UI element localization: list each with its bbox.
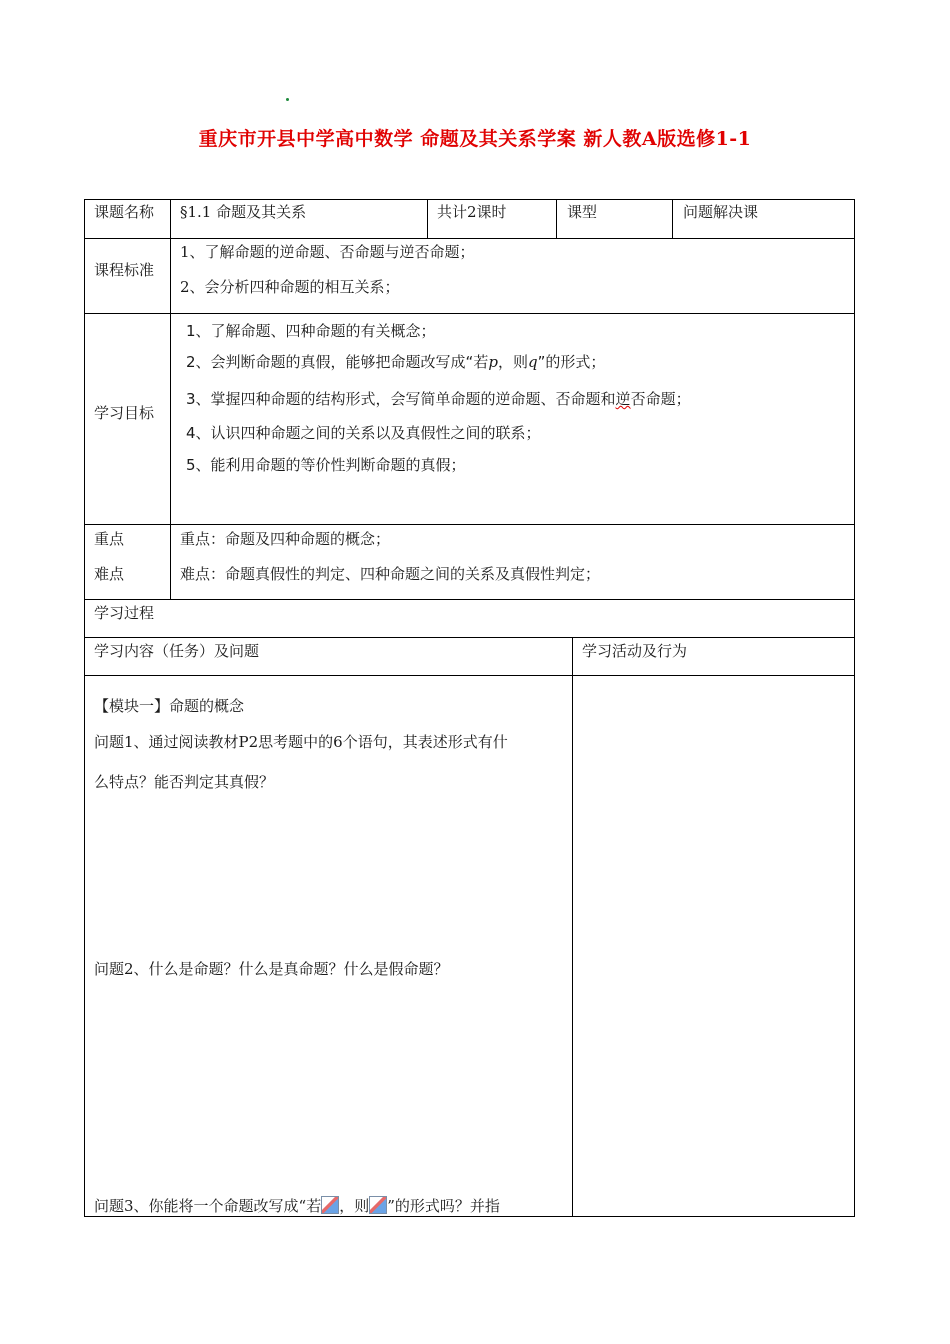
standard-item-2: 2、会分析四种命题的相互关系； — [180, 278, 400, 296]
course-hours: 共计2课时 — [437, 203, 507, 221]
goal-4: 4、认识四种命题之间的关系以及真假性之间的联系； — [186, 424, 541, 442]
label-standard: 课程标准 — [94, 261, 155, 279]
page-title: 重庆市开县中学高中数学 命题及其关系学案 新人教A版选修1-1 — [198, 128, 752, 150]
label-process: 学习过程 — [94, 604, 155, 622]
focus-text: 重点：命题及四种命题的概念； — [180, 530, 391, 548]
label-course-type: 课型 — [567, 203, 598, 221]
cell-process — [84, 599, 855, 637]
question-1-line-2: 么特点？能否判定其真假？ — [94, 773, 275, 791]
question-2: 问题2、什么是命题？什么是真命题？什么是假命题？ — [94, 960, 449, 978]
module-heading: 【模块一】命题的概念 — [94, 697, 245, 715]
question-1-line-1: 问题1、通过阅读教材P2思考题中的6个语句，其表述形式有什 — [94, 733, 508, 751]
broken-image-icon — [369, 1196, 387, 1214]
cell-activity — [572, 675, 855, 1217]
label-focus: 重点 — [94, 530, 125, 548]
difficulty-text: 难点：命题真假性的判定、四种命题之间的关系及真假性判定； — [180, 565, 601, 583]
cell-content — [84, 675, 572, 1217]
spellcheck-mark: 逆 — [615, 390, 631, 408]
cell-goals — [170, 313, 855, 524]
column-content-header: 学习内容（任务）及问题 — [94, 642, 260, 660]
column-activity-header: 学习活动及行为 — [582, 642, 688, 660]
label-difficulty: 难点 — [94, 565, 125, 583]
label-course-name: 课题名称 — [94, 203, 155, 221]
goal-2: 2、会判断命题的真假，能够把命题改写成“若p，则q”的形式； — [186, 353, 606, 371]
label-goals: 学习目标 — [94, 404, 155, 422]
question-3: 问题3、你能将一个命题改写成“若 ，则 ”的形式吗？并指 — [94, 1197, 500, 1215]
course-type: 问题解决课 — [683, 203, 759, 221]
goal-5: 5、能利用命题的等价性判断命题的真假； — [186, 456, 466, 474]
course-name: §1.1 命题及其关系 — [180, 203, 307, 221]
standard-item-1: 1、了解命题的逆命题、否命题与逆否命题； — [180, 243, 475, 261]
goal-1: 1、了解命题、四种命题的有关概念； — [186, 322, 436, 340]
broken-image-icon — [321, 1196, 339, 1214]
goal-3: 3、掌握四种命题的结构形式，会写简单命题的逆命题、否命题和逆否命题； — [186, 390, 691, 408]
green-dot-mark — [286, 98, 289, 101]
